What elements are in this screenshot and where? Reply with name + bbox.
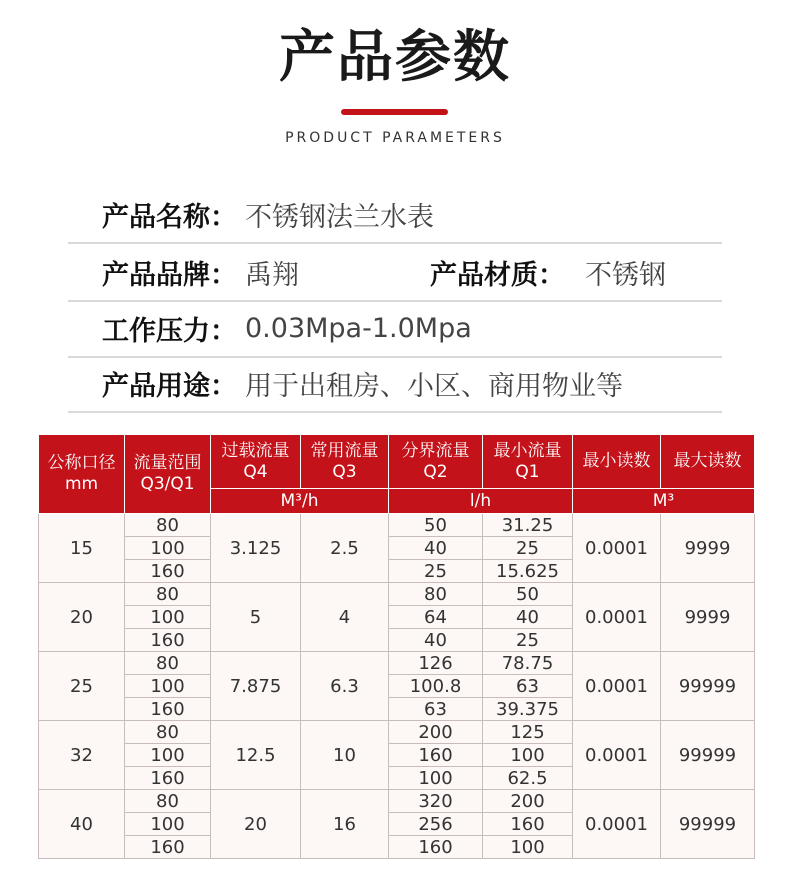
cell-dn: 32 <box>39 721 125 790</box>
header-min-reading: 最小读数 <box>573 435 661 489</box>
cell-q4: 20 <box>211 790 301 859</box>
cell-flow-range: 160 <box>125 560 211 583</box>
table-row <box>39 790 755 813</box>
cell-max-reading: 99999 <box>661 721 755 790</box>
header-q1: 最小流量 Q1 <box>483 435 573 489</box>
page-title: 产品参数 <box>279 25 511 90</box>
cell-q2: 80 <box>389 583 483 606</box>
unit-lh: l/h <box>389 489 573 514</box>
cell-q2: 126 <box>389 652 483 675</box>
cell-q3: 4 <box>301 583 389 652</box>
cell-q2: 200 <box>389 721 483 744</box>
info-row-pressure <box>68 300 722 358</box>
brand-value: 禹翔 <box>245 259 299 291</box>
cell-q4: 3.125 <box>211 514 301 583</box>
cell-q1: 15.625 <box>483 560 573 583</box>
cell-q1: 62.5 <box>483 767 573 790</box>
parameter-table <box>38 434 755 859</box>
cell-q2: 25 <box>389 560 483 583</box>
info-row-name <box>68 186 722 244</box>
page-subtitle: PRODUCT PARAMETERS <box>285 130 505 146</box>
cell-q4: 5 <box>211 583 301 652</box>
cell-flow-range: 100 <box>125 537 211 560</box>
cell-q2: 100 <box>389 767 483 790</box>
cell-q1: 31.25 <box>483 514 573 537</box>
cell-q1: 125 <box>483 721 573 744</box>
cell-q1: 25 <box>483 629 573 652</box>
cell-flow-range: 100 <box>125 744 211 767</box>
table-row <box>39 583 755 606</box>
material-value: 不锈钢 <box>585 259 666 291</box>
cell-q4: 7.875 <box>211 652 301 721</box>
usage-value: 用于出租房、小区、商用物业等 <box>245 370 623 402</box>
cell-q1: 78.75 <box>483 652 573 675</box>
pressure-value: 0.03Mpa-1.0Mpa <box>245 312 472 344</box>
cell-q3: 6.3 <box>301 652 389 721</box>
cell-flow-range: 160 <box>125 698 211 721</box>
unit-m3h: M³/h <box>211 489 389 514</box>
unit-m3: M³ <box>573 489 755 514</box>
pressure-label: 工作压力： <box>102 315 237 347</box>
cell-dn: 25 <box>39 652 125 721</box>
cell-q2: 50 <box>389 514 483 537</box>
header-q2: 分界流量 Q2 <box>389 435 483 489</box>
cell-q3: 2.5 <box>301 514 389 583</box>
cell-q1: 50 <box>483 583 573 606</box>
material-label: 产品材质： <box>430 259 565 291</box>
cell-q1: 160 <box>483 813 573 836</box>
cell-flow-range: 160 <box>125 836 211 859</box>
cell-flow-range: 100 <box>125 675 211 698</box>
cell-max-reading: 99999 <box>661 652 755 721</box>
header-q3: 常用流量 Q3 <box>301 435 389 489</box>
cell-q2: 160 <box>389 836 483 859</box>
cell-q1: 25 <box>483 537 573 560</box>
cell-q4: 12.5 <box>211 721 301 790</box>
info-row-usage <box>68 355 722 413</box>
cell-flow-range: 80 <box>125 790 211 813</box>
cell-min-reading: 0.0001 <box>573 721 661 790</box>
cell-q2: 40 <box>389 629 483 652</box>
cell-q1: 63 <box>483 675 573 698</box>
cell-min-reading: 0.0001 <box>573 652 661 721</box>
cell-q3: 16 <box>301 790 389 859</box>
cell-q1: 100 <box>483 744 573 767</box>
title-underline <box>341 109 448 115</box>
cell-q2: 40 <box>389 537 483 560</box>
cell-flow-range: 160 <box>125 767 211 790</box>
cell-dn: 40 <box>39 790 125 859</box>
cell-q2: 160 <box>389 744 483 767</box>
cell-max-reading: 9999 <box>661 514 755 583</box>
cell-flow-range: 100 <box>125 606 211 629</box>
header-flow-range: 流量范围 Q3/Q1 <box>125 435 211 514</box>
cell-min-reading: 0.0001 <box>573 583 661 652</box>
cell-flow-range: 80 <box>125 652 211 675</box>
table-row <box>39 721 755 744</box>
table-body <box>39 514 755 859</box>
cell-flow-range: 80 <box>125 514 211 537</box>
header-max-reading: 最大读数 <box>661 435 755 489</box>
cell-q1: 39.375 <box>483 698 573 721</box>
name-value: 不锈钢法兰水表 <box>245 201 434 233</box>
cell-flow-range: 100 <box>125 813 211 836</box>
usage-label: 产品用途： <box>102 370 237 402</box>
header-q4: 过载流量 Q4 <box>211 435 301 489</box>
cell-q2: 320 <box>389 790 483 813</box>
cell-q2: 256 <box>389 813 483 836</box>
cell-max-reading: 9999 <box>661 583 755 652</box>
cell-q1: 200 <box>483 790 573 813</box>
cell-min-reading: 0.0001 <box>573 514 661 583</box>
cell-flow-range: 160 <box>125 629 211 652</box>
cell-dn: 20 <box>39 583 125 652</box>
table-row <box>39 514 755 537</box>
cell-min-reading: 0.0001 <box>573 790 661 859</box>
header-dn: 公称口径 mm <box>39 435 125 514</box>
cell-q3: 10 <box>301 721 389 790</box>
cell-flow-range: 80 <box>125 583 211 606</box>
info-row-brand <box>68 244 722 302</box>
cell-q2: 63 <box>389 698 483 721</box>
cell-q2: 64 <box>389 606 483 629</box>
cell-flow-range: 80 <box>125 721 211 744</box>
brand-label: 产品品牌： <box>102 259 237 291</box>
cell-max-reading: 99999 <box>661 790 755 859</box>
cell-dn: 15 <box>39 514 125 583</box>
cell-q1: 40 <box>483 606 573 629</box>
cell-q1: 100 <box>483 836 573 859</box>
cell-q2: 100.8 <box>389 675 483 698</box>
name-label: 产品名称： <box>102 201 237 233</box>
table-row <box>39 652 755 675</box>
